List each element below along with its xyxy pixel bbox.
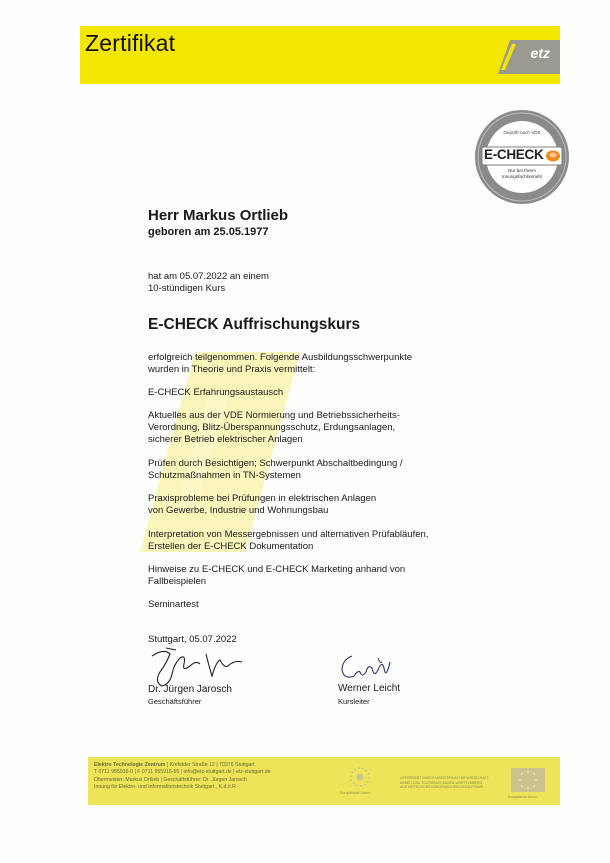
footer-org-name: Elektro Technologie Zentrum [94, 762, 166, 768]
body-line: Hinweise zu E-CHECK und E-CHECK Marketing anhand von [148, 564, 406, 575]
body-line: sicherer Betrieb elektrischer Anlagen [148, 434, 303, 445]
place-date: Stuttgart, 05.07.2022 [148, 634, 237, 645]
certificate-title: Zertifikat [85, 30, 176, 56]
eu-caption: Europäische Union [508, 795, 537, 799]
funding-line: AUS MITTELN DES EUROPÄISCHEN SOZIALFONDS [400, 785, 484, 789]
seal-brand: E-CHECK [484, 147, 544, 162]
body-line: Seminartest [148, 599, 199, 610]
funding-line: GEFÖRDERT DURCH MINISTERIUM FÜR WIRTSCHAFT, [400, 776, 490, 780]
seal-line-2: Innungsfachbetrieb! [501, 174, 543, 179]
funding-line: ARBEIT UND TOURISMUS BADEN-WÜRTTEMBERG [400, 780, 483, 785]
signature-jarosch [146, 642, 246, 690]
recipient-name: Herr Markus Ortlieb [148, 207, 289, 224]
signer-name-2: Werner Leicht [338, 683, 401, 694]
body-line: Prüfen durch Besichtigen; Schwerpunkt Abschaltbedingung / [148, 458, 403, 469]
etz-logo-text: etz [530, 45, 550, 61]
signer-name-1: Dr. Jürgen Jarosch [148, 684, 232, 695]
course-title: E-CHECK Auffrischungskurs [148, 316, 361, 333]
footer-line: | Krefelder Straße 12 | 70376 Stuttgart [165, 762, 255, 768]
body-line: Verordnung, Blitz-Überspannungsschutz, Erdungsanlagen, [148, 422, 396, 433]
body-line: Praxisprobleme bei Prüfungen in elektrischen Anlagen [148, 493, 377, 504]
body-line: Aktuelles aus der VDE Normierung und Betriebssicherheits- [148, 410, 400, 421]
body-line: Fallbeispielen [148, 576, 207, 587]
body-line: von Gewerbe, Industrie und Wohnungsbau [148, 505, 329, 516]
footer-line: Obermeister: Markus Ortlieb | Geschäftsführer: Dr. Jürgen Jarosch [94, 776, 247, 783]
eu-flag-icon [511, 768, 545, 792]
header-bar [80, 26, 560, 84]
body-line: E-CHECK Erfahrungsaustausch [148, 387, 284, 398]
body-line: Schutzmaßnahmen in TN-Systemen [148, 470, 301, 481]
e-check-seal [474, 109, 570, 205]
course-duration-line: 10-stündigen Kurs [148, 283, 226, 294]
signer-role-1: Geschäftsführer [148, 697, 202, 706]
body-line: wurden in Theorie und Praxis vermittelt: [148, 364, 316, 375]
esf-logo [348, 765, 372, 793]
body-line: Interpretation von Messergebnissen und alternativen Prüfabläufen, [148, 529, 429, 540]
etz-logo [498, 40, 560, 74]
footer-funding-note [400, 776, 489, 790]
footer-line: T 0711 955916-0 | F 0711 955916-55 | info@etz-stuttgart.de | etz-stuttgart.de [94, 769, 271, 776]
signer-role-2: Kursleiter [338, 697, 370, 706]
seal-line-1: Nur bei Ihrem [508, 168, 536, 173]
footer-bar [88, 757, 560, 805]
etz-watermark [140, 352, 300, 552]
footer-line: Innung für Elektro- und Informationstechnik Stuttgart , K.d.ö.R [94, 783, 236, 790]
body-line: erfolgreich teilgenommen. Folgende Ausbildungsschwerpunkte [148, 352, 413, 363]
footer-address [94, 762, 271, 791]
recipient-birthdate: geboren am 25.05.1977 [148, 226, 269, 238]
body-line: Erstellen der E-CHECK Dokumentation [148, 541, 314, 552]
seal-top-text: Geprüft nach VDE [503, 130, 541, 135]
course-date-line: hat am 05.07.2022 an einem [148, 271, 269, 282]
signature-leicht [338, 650, 394, 684]
esf-caption: Europäische Union [340, 791, 370, 795]
